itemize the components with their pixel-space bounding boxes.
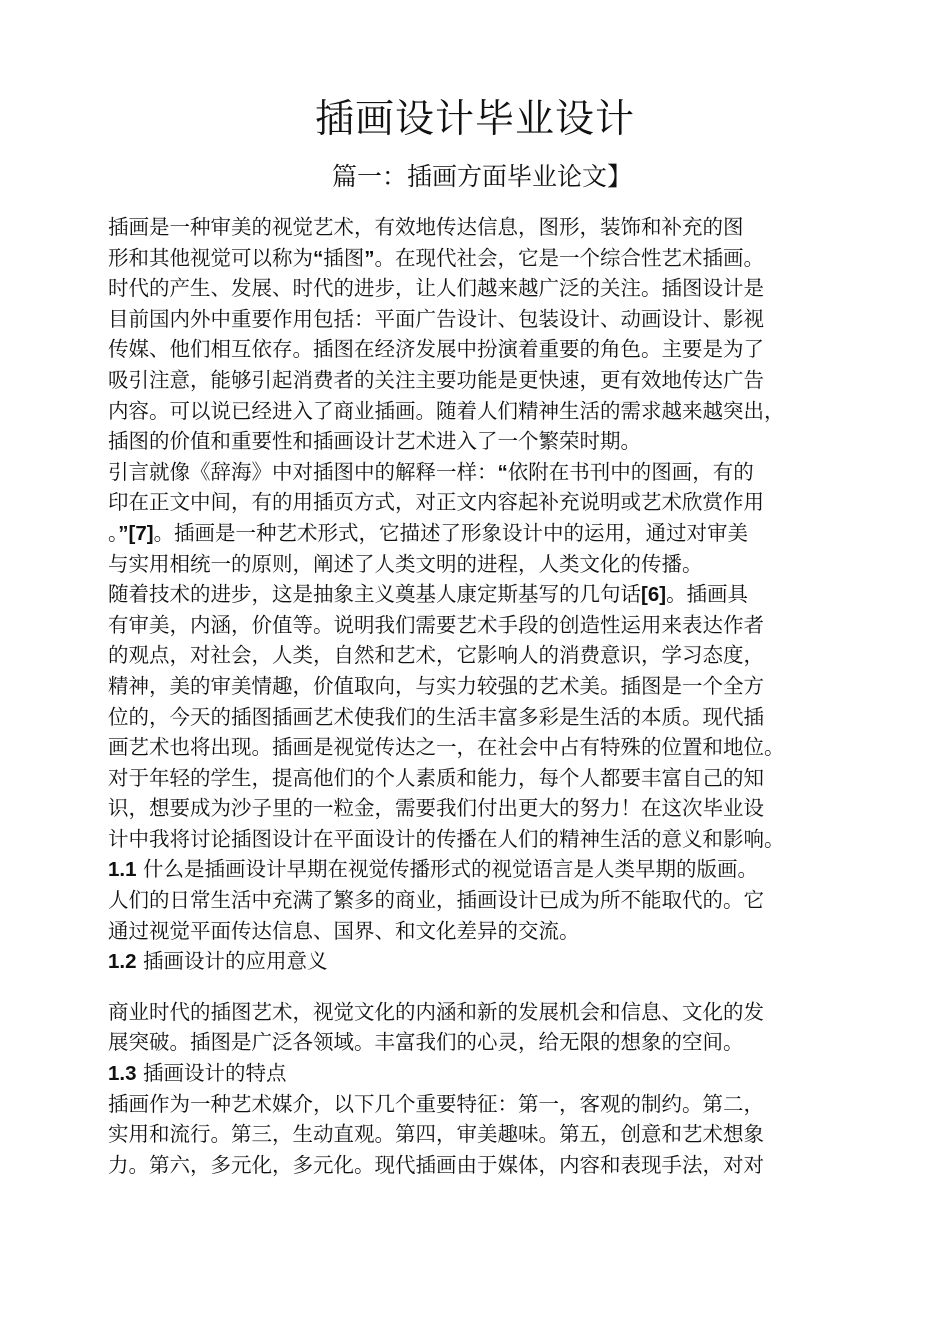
text-run: 对于年轻的学生，提高他们的个人素质和能力，每个人都要丰富自己的知 [108,765,764,790]
text-run: 有审美，内涵，价值等。说明我们需要艺术手段的创造性运用来表达作者 [108,612,764,637]
text-line [108,549,868,580]
text-run: 传媒、他们相互依存。插图在经济发展中扮演着重要的角色。主要是为了 [108,337,764,362]
text-line [108,1119,868,1150]
bold-run: “ [313,246,324,270]
text-run: 引言就像《辞海》中对插图中的解释一样： [108,459,498,484]
text-run: 插画设计的应用意义 [136,949,328,974]
text-line [108,763,868,794]
text-run: 随着技术的进步，这是抽象主义奠基人康定斯基写的几句话 [108,582,641,607]
text-run: 画艺术也将出现。插画是视觉传达之一，在社会中占有特殊的位置和地位。 [108,735,785,760]
document-subtitle: 篇一：插画方面毕业论文】 [331,162,632,191]
text-run: 插画作为一种艺术媒介，以下几个重要特征：第一，客观的制约。第二， [108,1091,764,1116]
text-line [108,640,868,671]
text-line [108,212,868,243]
text-line [108,518,868,549]
text-run: 形和其他视觉可以称为 [108,245,313,270]
text-run: 插图的价值和重要性和插画设计艺术进入了一个繁荣时期。 [108,429,641,454]
text-line [108,610,868,641]
text-line [108,1058,868,1089]
text-line [108,885,868,916]
text-run: 通过视觉平面传达信息、国界、和文化差异的交流。 [108,918,580,943]
bold-run: 1.2 [108,950,137,974]
bold-run: ”[7] [118,521,154,545]
text-run: 依附在书刊中的图画，有的 [507,459,754,484]
text-line [108,243,868,274]
text-line [108,273,868,304]
text-line [108,1150,868,1181]
text-line [108,487,868,518]
text-run: 力。第六，多元化，多元化。现代插画由于媒体，内容和表现手法，对对 [108,1152,764,1177]
text-line [108,1027,868,1058]
text-line [108,426,868,457]
body-text [108,212,868,1180]
text-run: 实用和流行。第三，生动直观。第四，审美趣味。第五，创意和艺术想象 [108,1122,764,1147]
text-line [108,946,868,977]
text-line [108,702,868,733]
text-run: 内容。可以说已经进入了商业插画。随着人们精神生活的需求越来越突出， [108,398,785,423]
text-run: 与实用相统一的原则，阐述了人类文明的进程，人类文化的传播。 [108,551,703,576]
text-run: 商业时代的插图艺术，视觉文化的内涵和新的发展机会和信息、文化的发 [108,999,764,1024]
text-run: 时代的产生、发展、时代的进步，让人们越来越广泛的关注。插图设计是 [108,276,764,301]
bold-run: ” [364,246,375,270]
bold-run: [6] [641,583,667,607]
text-run: 。插画具 [666,582,749,607]
text-line [108,732,868,763]
text-run: 。插画是一种艺术形式，它描述了形象设计中的运用，通过对审美 [153,520,749,545]
text-run: 插画是一种审美的视觉艺术，有效地传达信息，图形，装饰和补充的图 [108,215,744,239]
text-line [108,457,868,488]
text-line [108,824,868,855]
text-run: 什么是插画设计早期在视觉传播形式的视觉语言是人类早期的版画。 [136,857,759,882]
text-line [108,793,868,824]
text-run: 计中我将讨论插图设计在平面设计的传播在人们的精神生活的意义和影响。 [108,826,785,851]
text-line [108,997,868,1028]
text-run: 位的，今天的插图插画艺术使我们的生活丰富多彩是生活的本质。现代插 [108,704,764,729]
bold-run: 1.3 [108,1062,137,1086]
text-run: 插图 [323,245,365,270]
text-line [108,396,868,427]
text-run: 人们的日常生活中充满了繁多的商业，插画设计已成为所不能取代的。它 [108,888,764,913]
text-run: 。 [108,520,119,545]
text-line [108,365,868,396]
text-run: 精神，美的审美情趣，价值取向，与实力较强的艺术美。插图是一个全方 [108,673,764,698]
text-run: 目前国内外中重要作用包括：平面广告设计、包装设计、动画设计、影视 [108,306,764,331]
text-line [108,579,868,610]
text-line [108,334,868,365]
text-run: 的观点，对社会，人类，自然和艺术，它影响人的消费意识，学习态度， [108,643,764,668]
bold-run: “ [497,460,508,484]
text-line [108,304,868,335]
bold-run: 1.1 [108,858,137,882]
text-line [108,916,868,947]
text-line [108,854,868,885]
text-run: 吸引注意，能够引起消费者的关注主要功能是更快速，更有效地传达广告 [108,367,764,392]
text-line [108,1089,868,1120]
text-run: 。在现代社会，它是一个综合性艺术插画。 [374,245,764,270]
text-line [108,671,868,702]
text-run: 识，想要成为沙子里的一粒金，需要我们付出更大的努力！在这次毕业设 [108,796,764,821]
text-run: 展突破。插图是广泛各领域。丰富我们的心灵，给无限的想象的空间。 [108,1030,744,1055]
text-run: 插画设计的特点 [136,1061,287,1086]
text-run: 印在正文中间，有的用插页方式，对正文内容起补充说明或艺术欣赏作用 [108,490,764,515]
document-title: 插画设计毕业设计 [314,97,635,142]
